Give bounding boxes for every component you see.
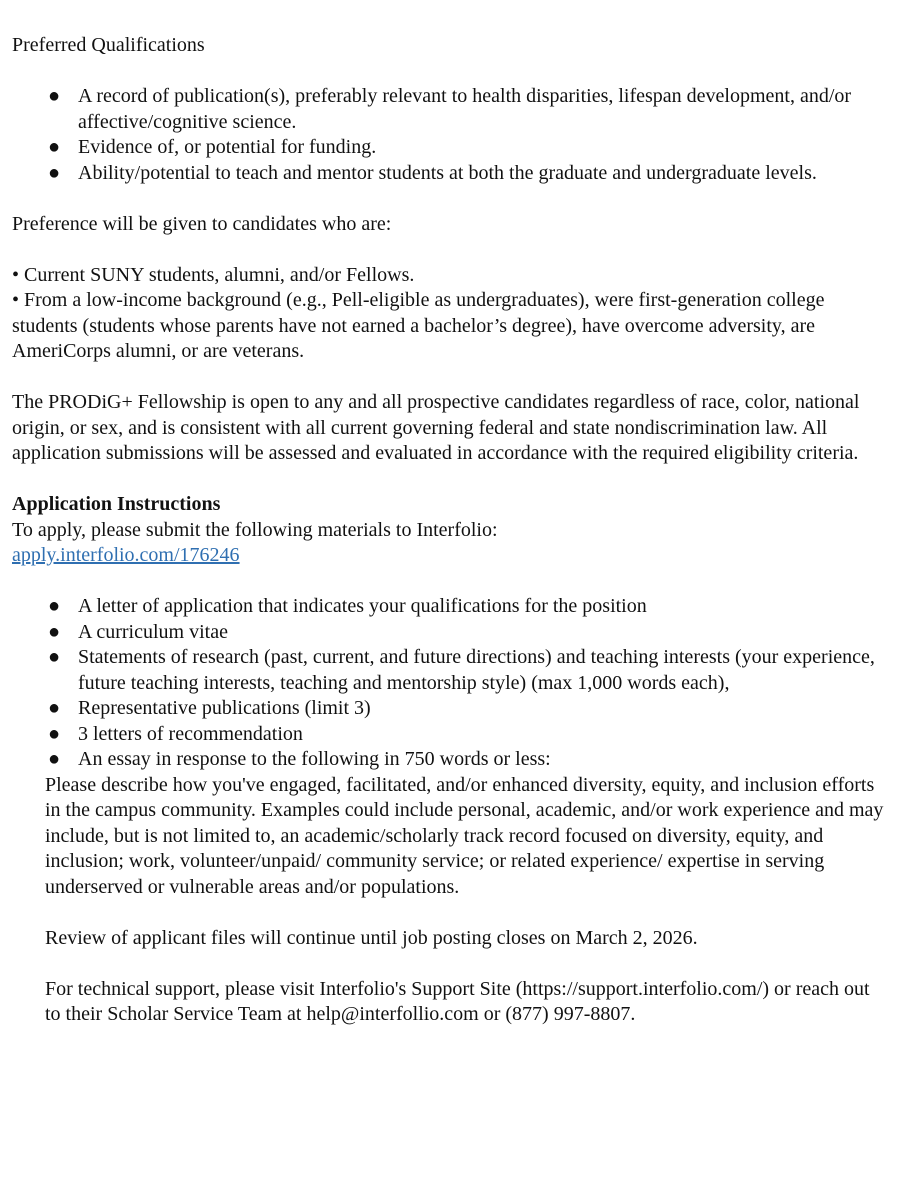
- nondiscrimination-statement: The PRODiG+ Fellowship is open to any and all prospective candidates regardless of race, color, national origin, or sex, and is consistent with all current governing federal and state nondiscrimination law. All application submissions will be assessed and evaluated in accordance with the required eligibility criteria.: [12, 391, 860, 464]
- interfolio-apply-link[interactable]: apply.interfolio.com/176246: [12, 544, 240, 566]
- preference-item: [12, 288, 884, 365]
- list-item-text: An essay in response to the following in 750 words or less:: [78, 748, 551, 770]
- list-item-text: Statements of research (past, current, and future directions) and teaching interests (your experience, future teaching interests, teaching and mentorship style) (max 1,000 words each),: [78, 646, 875, 694]
- list-item-text: Evidence of, or potential for funding.: [78, 136, 377, 158]
- list-item-text: A record of publication(s), preferably relevant to health disparities, lifespan development, and/or affective/cognitive science.: [78, 85, 852, 133]
- list-item: [12, 84, 884, 135]
- bullet-icon: ●: [48, 85, 61, 107]
- list-item: [12, 645, 884, 696]
- list-item: [12, 161, 884, 187]
- application-instructions-heading: Application Instructions: [12, 493, 221, 515]
- preference-item: [12, 263, 884, 289]
- bullet-icon: •: [12, 289, 20, 311]
- list-item: [12, 135, 884, 161]
- bullet-icon: ●: [48, 697, 61, 719]
- preference-item-text: Current SUNY students, alumni, and/or Fellows.: [24, 263, 415, 286]
- preference-intro: Preference will be given to candidates who are:: [12, 212, 392, 235]
- document-page: [12, 33, 884, 1028]
- preference-item-text: From a low-income background (e.g., Pell-eligible as undergraduates), were first-generation college students (students whose parents have not earned a bachelor’s degree), have overcome adversity, are AmeriCorps alumni, or are veterans.: [12, 289, 825, 362]
- list-item-text: 3 letters of recommendation: [78, 722, 303, 745]
- list-item: [12, 722, 884, 748]
- bullet-icon: ●: [48, 595, 61, 617]
- list-item-text: Ability/potential to teach and mentor students at both the graduate and undergraduate levels.: [78, 161, 817, 184]
- review-note: Review of applicant files will continue until job posting closes on March 2, 2026.: [45, 926, 698, 949]
- list-item: [12, 620, 884, 646]
- bullet-icon: ●: [48, 136, 61, 158]
- support-note: For technical support, please visit Interfolio's Support Site (https://support.interfolio.com/) or reach out to their Scholar Service Team at help@interfollio.com or (877) 997-8807.: [45, 977, 870, 1025]
- essay-section: [12, 773, 884, 1028]
- list-item-text: A letter of application that indicates your qualifications for the position: [78, 595, 647, 617]
- bullet-icon: ●: [48, 646, 61, 668]
- application-materials-list: [12, 594, 884, 773]
- bullet-icon: ●: [48, 722, 61, 745]
- list-item: [12, 696, 884, 722]
- list-item: [12, 594, 884, 620]
- list-item-text: A curriculum vitae: [78, 620, 228, 643]
- application-intro: To apply, please submit the following materials to Interfolio:: [12, 518, 498, 541]
- bullet-icon: ●: [48, 161, 61, 184]
- preferred-qualifications-title: Preferred Qualifications: [12, 34, 205, 56]
- list-item-text: Representative publications (limit 3): [78, 697, 371, 719]
- bullet-icon: ●: [48, 620, 61, 643]
- essay-prompt: Please describe how you've engaged, facilitated, and/or enhanced diversity, equity, and inclusion efforts in the campus community. Examples could include personal, academic, and/or work experience and may include, but is not limited to, an academic/scholarly track record focused on diversity, equity, and inclusion; work, volunteer/unpaid/ community service; or related experience/ expertise in serving underserved or vulnerable areas and/or populations.: [45, 773, 884, 898]
- list-item: [12, 747, 884, 773]
- bullet-icon: ●: [48, 748, 61, 770]
- preferred-qualifications-list: [12, 84, 884, 186]
- bullet-icon: •: [12, 263, 20, 286]
